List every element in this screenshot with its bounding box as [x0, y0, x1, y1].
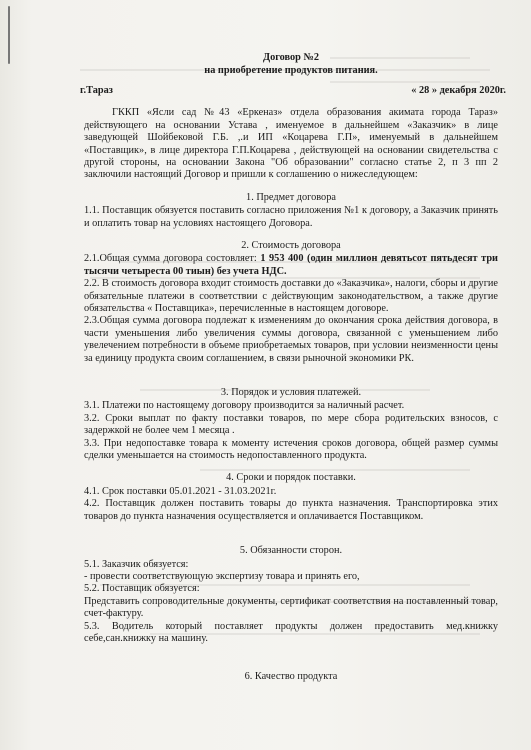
section-5-heading: 5. Обязанности сторон.	[239, 545, 343, 557]
section-2-heading: 2. Стоимость договора	[241, 239, 341, 251]
contract-document	[80, 52, 506, 685]
document-title: Договор №2	[263, 52, 319, 63]
clause-5-1: 5.1. Заказчик обязуется:	[84, 558, 189, 570]
clause-5-3: 5.3. Водитель который поставляет продукты должен предоставить мед.книжку себе,сан.книжку на машину.	[84, 620, 498, 644]
clause-4-2: 4.2. Поставщик должен поставить товары до пункта назначения. Транспортировка этих товаров до пункта назначения осуществляется и оплачивается Поставщиком.	[84, 498, 498, 522]
clause-1-1: 1.1. Поставщик обязуется поставить согласно приложения №1 к договору, а Заказчик принять и оплатить товар на условиях настоящего Договора.	[84, 205, 498, 229]
section-4-heading: 4. Сроки и порядок поставки.	[226, 472, 356, 484]
contract-amount: 1 953 400 (один миллион девятьсот пятьдесят три тысячи четыреста 00 тиын) без учета НДС.	[84, 253, 498, 277]
clause-2-1	[84, 253, 498, 278]
clause-2-2: 2.2. В стоимость договора входит стоимость доставки до «Заказчика», налоги, сборы и другие обязательные платежи в соответствии с действующим законодательством, а также другие обязательства « Поставщика», перечисленные в настоящем договоре.	[84, 278, 498, 314]
clause-3-3: 3.3. При недопоставке товара к моменту истечения сроков договора, общей размер суммы сделки уменьшается на стоимость недопоставленного продукта.	[84, 437, 498, 462]
preamble: ГККП «Ясли сад №43 «Еркеназ» отдела образования акимата города Тараз» действующего на основании Устава , именуемое в дальнейшем «Заказчик» в лице заведующей Шойбековой Г.Б. ,.и ИП «Коцарева Г.П», именуемый в дальнейшем «Поставщик», в лице директора Г.П.Коцарева , действующей на основании свидетельства с другой стороны, на основании Закона "Об образовании" согласно статье 2, п 3 пп 2 заключили настоящий Договор и пришли к соглашению о нижеследующем:	[84, 107, 498, 181]
city: г.Тараз	[80, 84, 113, 96]
clause-5-2-text: Представить сопроводительные документы, сертификат соответствия на поставленный товар, счет-фактуру.	[84, 595, 498, 620]
binder-mark	[8, 6, 10, 64]
clause-5-1-item: - провести соответствующую экспертизу товара и принять его,	[84, 570, 360, 582]
clause-2-3: 2.3.Общая сумма договора подлежат к изменениям до окончания срока действия договора, в части уменьшения либо увеличения суммы договора, связанной с уменьшением либо увелечением потребности в объеме приобретаемых товаров, при условии неизменности цены за единицу продукта своим соглашением, в связи рыночной экономики РК.	[84, 315, 498, 364]
section-6-heading: 6. Качество продукта	[244, 671, 338, 683]
section-1-heading: 1. Предмет договора	[246, 191, 336, 203]
city-date-line	[80, 84, 506, 97]
section-3-heading: 3. Порядок и условия платежей.	[220, 387, 362, 399]
clause-5-2: 5.2. Поставщик обязуется:	[84, 583, 200, 595]
contract-date: « 28 » декабря 2020г.	[411, 84, 506, 96]
document-subtitle: на приобретение продуктов питания.	[204, 64, 378, 76]
clause-2-1-prefix: 2.1.Общая сумма договора состовляет:	[84, 253, 261, 265]
clause-3-2: 3.2. Сроки выплат по факту поставки товаров, по мере сбора родительских взносов, с задержкой не более чем 1 месяца .	[84, 412, 498, 437]
clause-3-1: 3.1. Платежи по настоящему договору производится за наличный расчет.	[84, 400, 405, 412]
clause-4-1: 4.1. Срок поставки 05.01.2021 - 31.03.2021г.	[84, 485, 277, 497]
